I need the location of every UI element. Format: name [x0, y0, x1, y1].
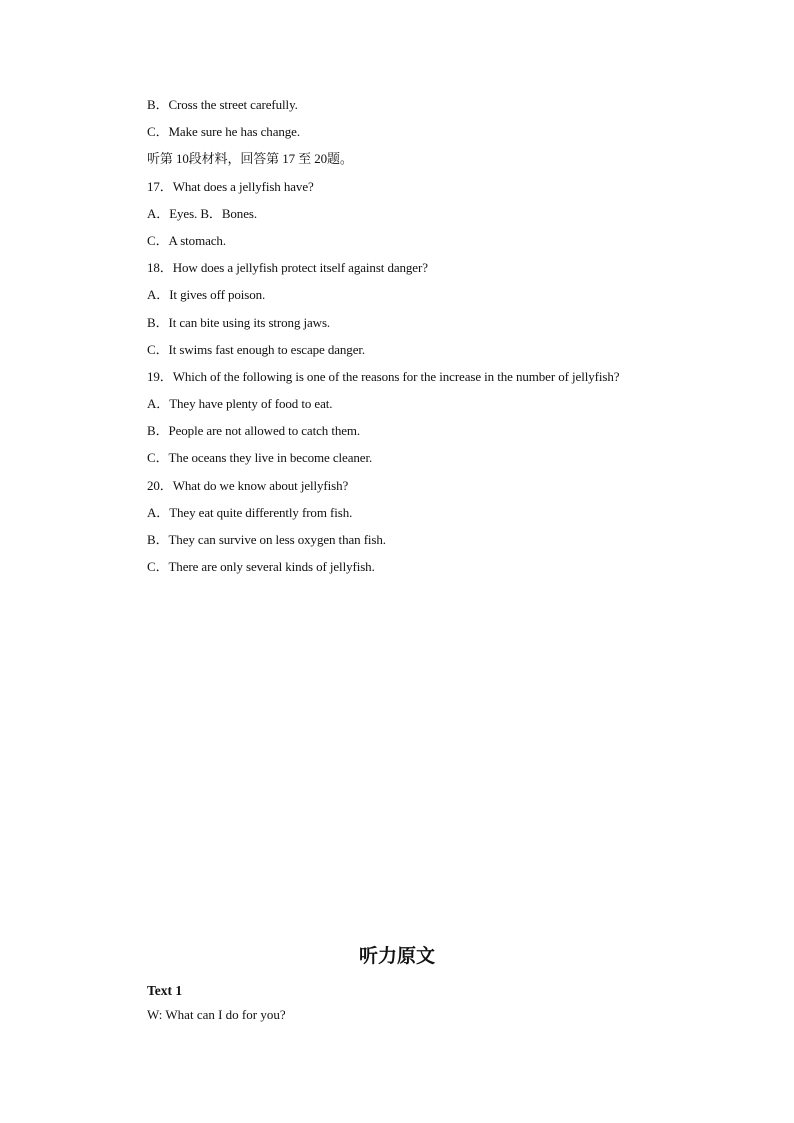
- option-line: C．Make sure he has change.: [147, 124, 300, 140]
- question-18: 18．How does a jellyfish protect itself against danger?: [147, 260, 428, 276]
- question-20: 20．What do we know about jellyfish?: [147, 477, 349, 493]
- option-line: C．It swims fast enough to escape danger.: [147, 341, 366, 357]
- option-line: A．They eat quite differently from fish.: [147, 504, 353, 520]
- option-line: B．People are not allowed to catch them.: [147, 423, 361, 439]
- option-line: B．It can bite using its strong jaws.: [147, 314, 331, 330]
- option-line: C．A stomach.: [147, 232, 226, 248]
- option-line: A．It gives off poison.: [147, 287, 266, 303]
- option-line: B．Cross the street carefully.: [147, 97, 298, 112]
- option-line: C．The oceans they live in become cleaner.: [147, 450, 373, 466]
- option-line: A．Eyes. B．Bones.: [147, 205, 257, 221]
- text-label: Text 1: [147, 983, 183, 998]
- transcript-line: W: What can I do for you?: [147, 1007, 286, 1022]
- option-line: B．They can survive on less oxygen than fish.: [147, 532, 386, 547]
- section-instruction: 听第 10段材料，回答第 17 至 20题。: [147, 151, 353, 167]
- question-17: 17．What does a jellyfish have?: [147, 178, 314, 194]
- option-line: C．There are only several kinds of jellyfish.: [147, 559, 375, 575]
- option-line: A．They have plenty of food to eat.: [147, 396, 333, 412]
- question-list: [147, 96, 707, 585]
- question-19: 19．Which of the following is one of the reasons for the increase in the number of jellyfish?: [147, 368, 620, 384]
- transcript-title: 听力原文: [358, 945, 435, 967]
